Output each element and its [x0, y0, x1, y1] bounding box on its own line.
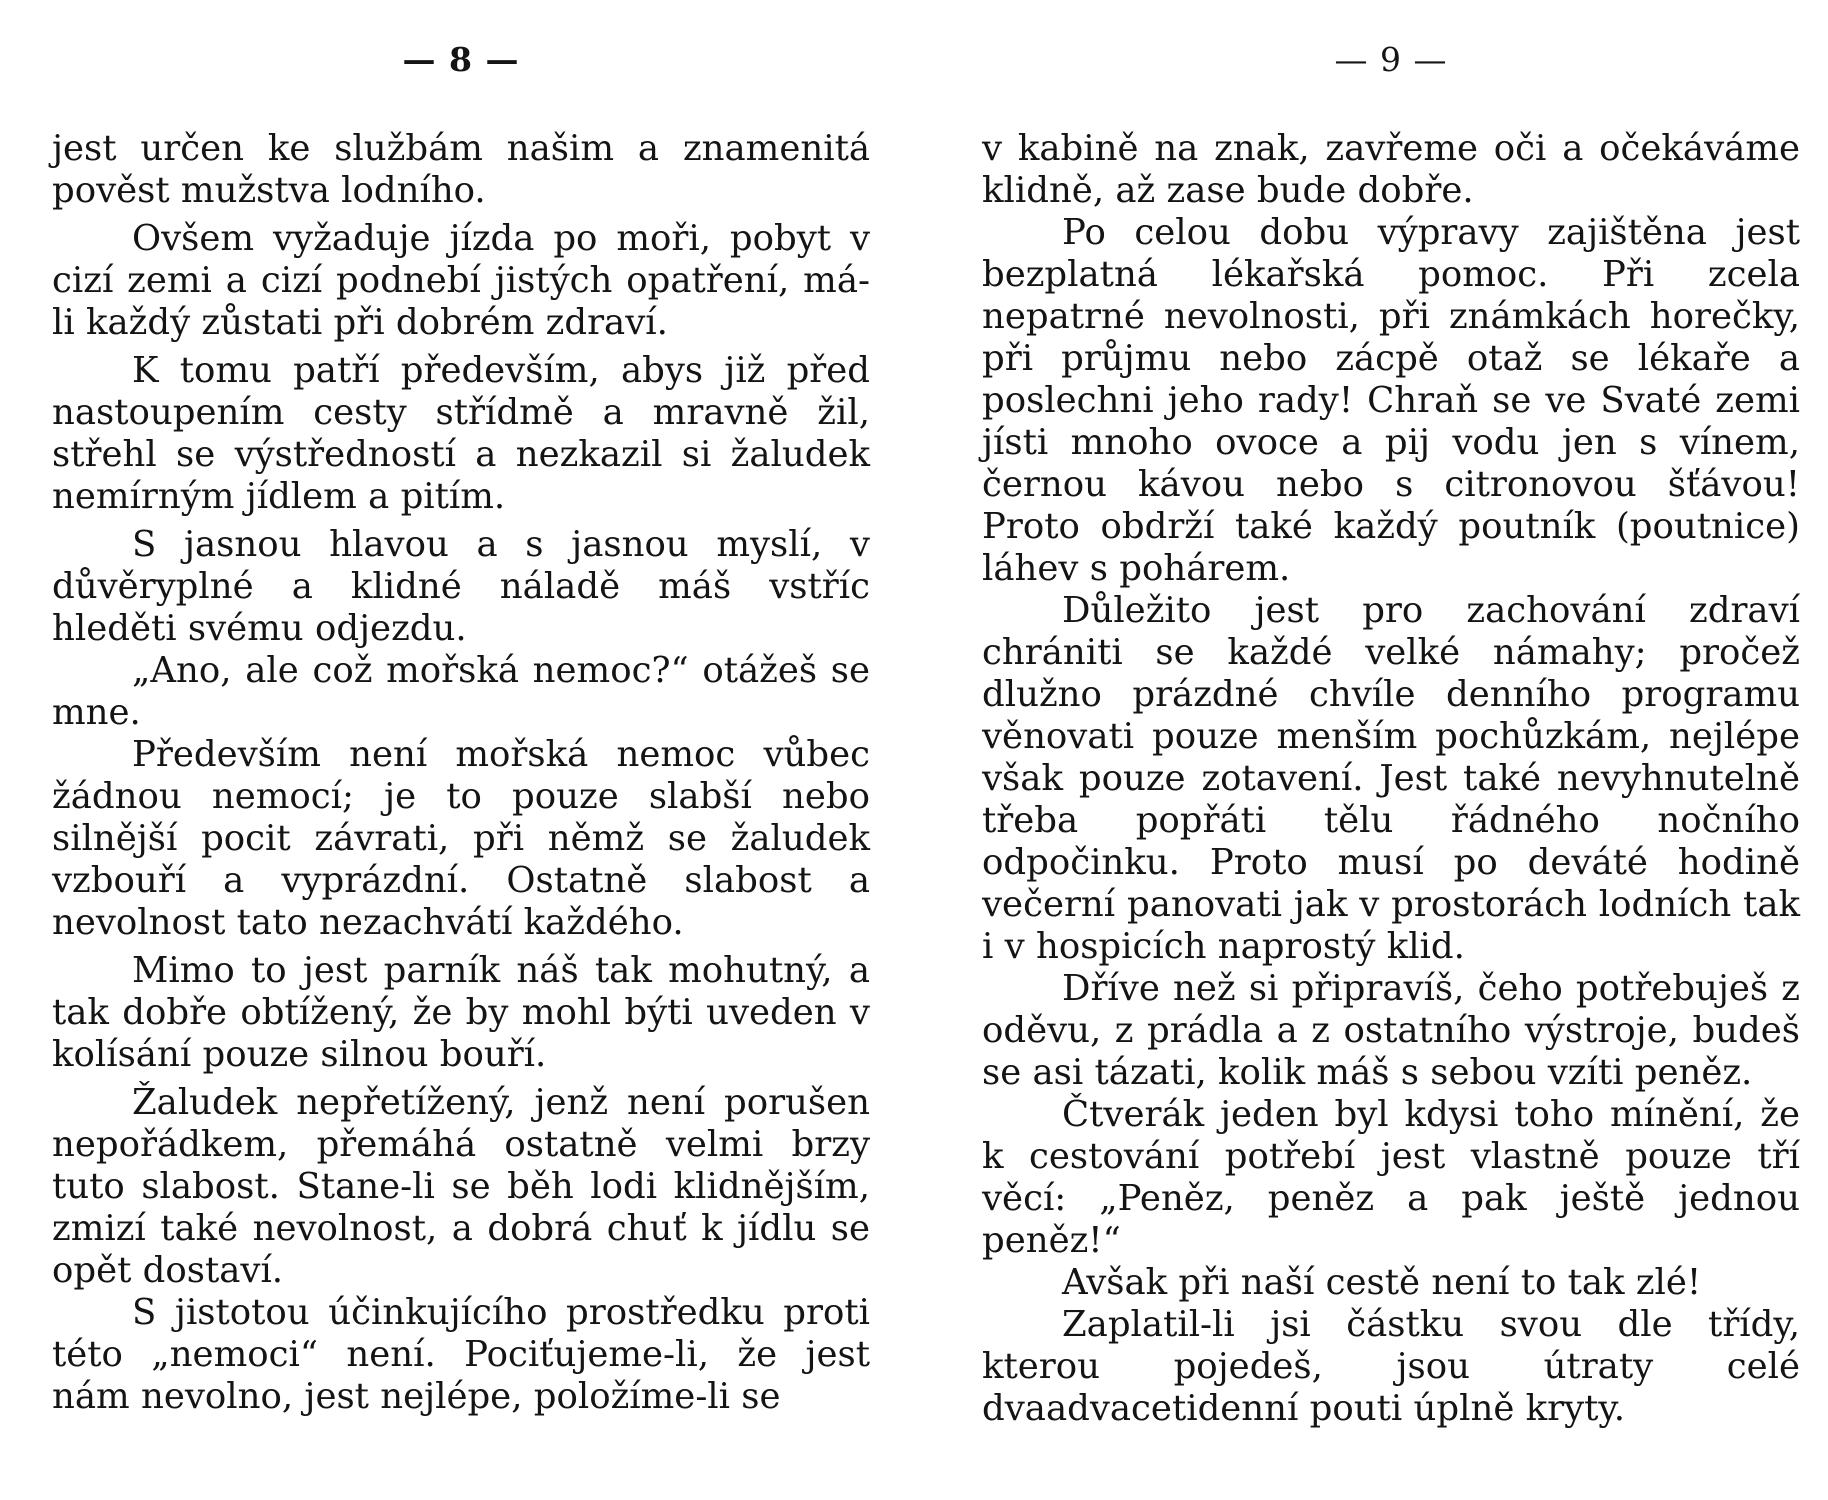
paragraph: Zaplatil-li jsi částku svou dle třídy, kterou pojedeš, jsou útraty celé dvaadvacetidenní pouti úplně kryty.	[982, 1304, 1800, 1429]
paragraph: jest určen ke službám našim a znamenitá pověst mužstva lodního.	[52, 128, 870, 211]
paragraph: S jistotou účinkujícího prostředku proti této „nemoci“ není. Pociťujeme-li, že jest nám nevolno, jest nejlépe, položíme-li se	[52, 1292, 870, 1417]
paragraph: Především není mořská nemoc vůbec žádnou nemocí; je to pouze slabší nebo silnější pocit závrati, při němž se žaludek vzbouří a vyprázdní. Ostatně slabost a nevolnost tato nezachvátí každého.	[52, 734, 870, 943]
paragraph: Po celou dobu výpravy zajištěna jest bezplatná lékařská pomoc. Při zcela nepatrné nevolnosti, při známkách horečky, při průjmu nebo zácpě otaž se lékaře a poslechni jeho rady! Chraň se ve Svaté zemi jísti mnoho ovoce a pij vodu jen s vínem, černou kávou nebo s citronovou šťávou! Proto obdrží také každý poutník (poutnice) láhev s pohárem.	[982, 212, 1800, 589]
right-page	[982, 0, 1800, 1500]
paragraph: Avšak při naší cestě není to tak zlé!	[1062, 1262, 1702, 1303]
paragraph: Dříve než si připravíš, čeho potřebuješ z oděvu, z prádla a z ostatního výstroje, budeš se asi tázati, kolik máš s sebou vzíti peněz.	[982, 968, 1800, 1093]
paragraph: Důležito jest pro zachování zdraví chrániti se každé velké námahy; pročež dlužno prázdné chvíle denního programu věnovati pouze menším pochůzkám, nejlépe však pouze zotavení. Jest také nevyhnutelně třeba popřáti tělu řádného nočního odpočinku. Proto musí po deváté hodině večerní panovati jak v prostorách lodních tak i v hospicích naprostý klid.	[982, 590, 1800, 967]
paragraph: Mimo to jest parník náš tak mohutný, a tak dobře obtížený, že by mohl býti uveden v kolísání pouze silnou bouří.	[52, 950, 870, 1075]
paragraph: v kabině na znak, zavřeme oči a očekáváme klidně, až zase bude dobře.	[982, 128, 1800, 211]
paragraph: Ovšem vyžaduje jízda po moři, pobyt v cizí zemi a cizí podnebí jistých opatření, má-li každý zůstati při dobrém zdraví.	[52, 218, 870, 343]
page-number-left: — 8 —	[402, 40, 520, 79]
paragraph: „Ano, ale což mořská nemoc?“ otážeš se mne.	[52, 650, 870, 733]
left-page	[52, 0, 870, 1500]
paragraph: Žaludek nepřetížený, jenž není porušen nepořádkem, přemáhá ostatně velmi brzy tuto slabost. Stane-li se běh lodi klidnějším, zmizí také nevolnost, a dobrá chuť k jídlu se opět dostaví.	[52, 1082, 870, 1291]
paragraph: Čtverák jeden byl kdysi toho mínění, že k cestování potřebí jest vlastně pouze tří věcí: „Peněz, peněz a pak ještě jednou peněz!“	[982, 1094, 1800, 1261]
left-page-text	[52, 128, 870, 1418]
right-page-text	[982, 128, 1800, 1430]
paragraph: S jasnou hlavou a s jasnou myslí, v důvěryplné a klidné náladě máš vstříc hleděti svému odjezdu.	[52, 524, 870, 649]
page-number-right: — 9 —	[1334, 40, 1448, 79]
paragraph: K tomu patří především, abys již před nastoupením cesty střídmě a mravně žil, střehl se výstředností a nezkazil si žaludek nemírným jídlem a pitím.	[52, 350, 870, 517]
